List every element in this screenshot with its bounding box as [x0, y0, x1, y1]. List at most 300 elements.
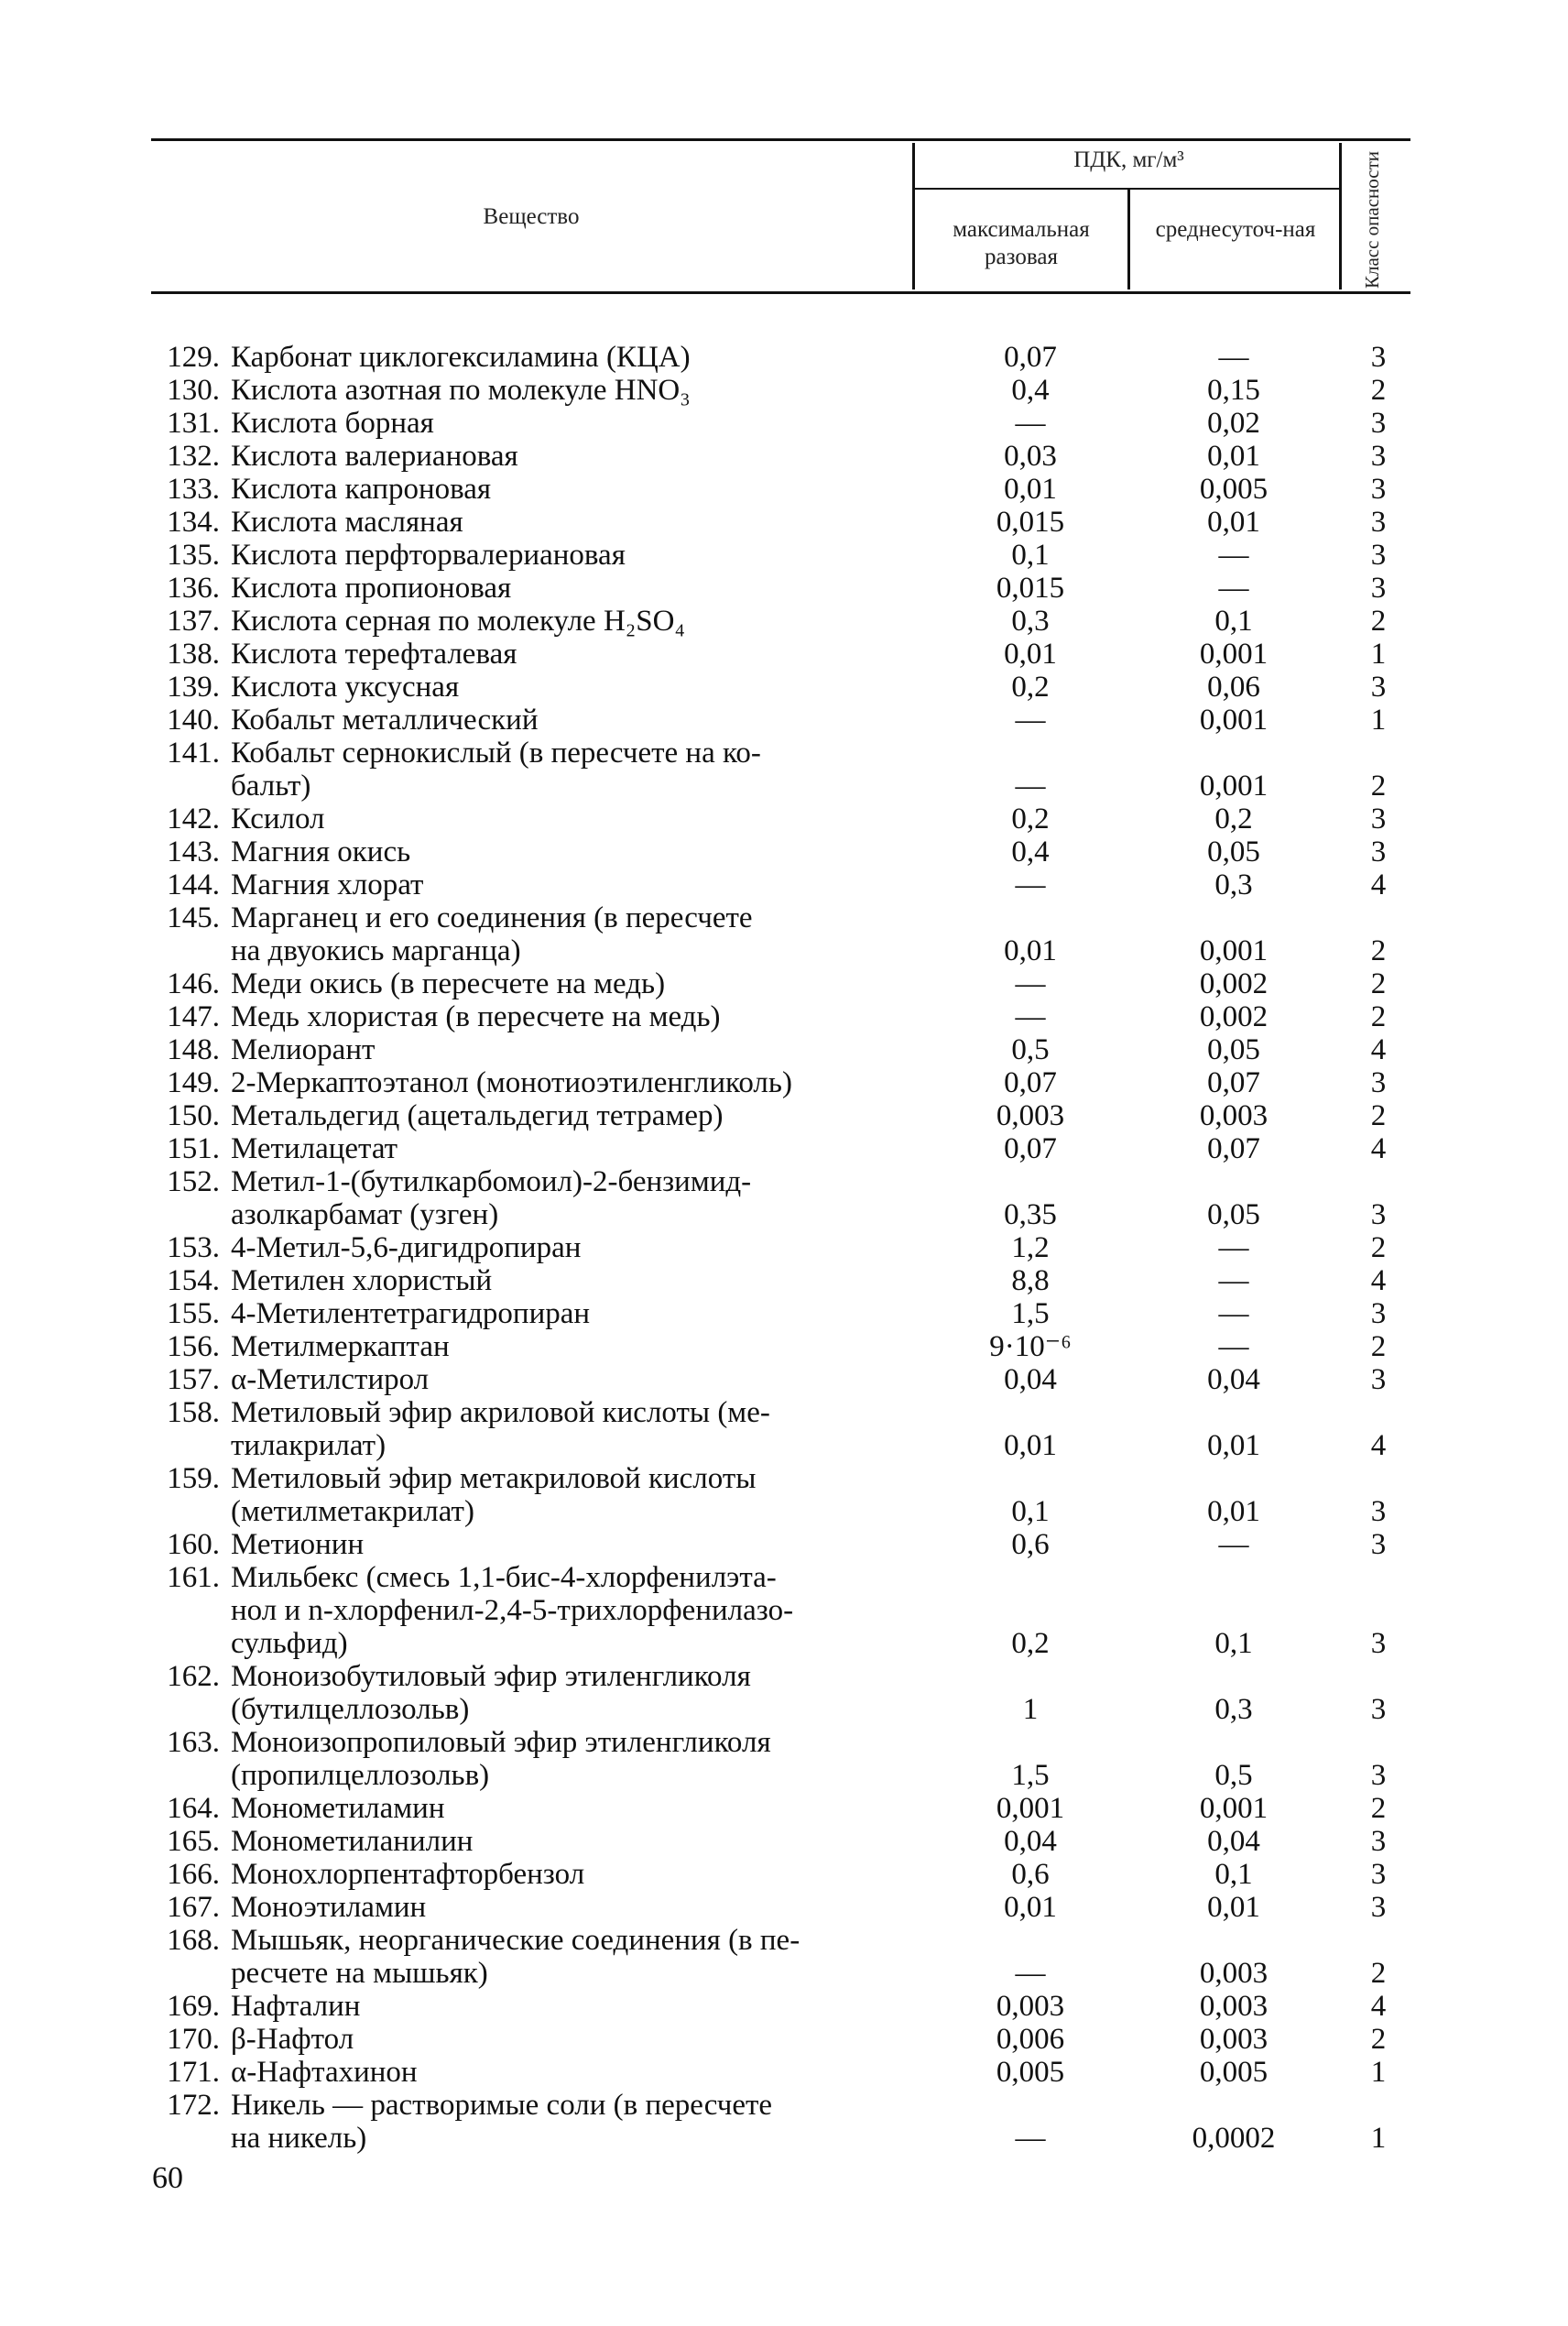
table-row: [147, 737, 1410, 803]
max-single-value: 0,01: [1004, 1429, 1057, 1462]
max-single-value: —: [1015, 1957, 1046, 1990]
substance-name-line: α-Нафтахинон: [231, 2056, 418, 2089]
row-number: 168.: [167, 1924, 220, 1957]
daily-average-value: 0,001: [1199, 704, 1269, 737]
row-values: [147, 1429, 1410, 1462]
substance-name-line: Магния хлорат: [231, 868, 424, 901]
row-number: 160.: [167, 1528, 220, 1561]
substance-name-line: Метилен хлористый: [231, 1264, 493, 1297]
hazard-class-value: 3: [1370, 1528, 1387, 1561]
max-single-value: 0,35: [1004, 1198, 1057, 1231]
max-single-value: 0,01: [1004, 638, 1057, 671]
row-values: [147, 868, 1410, 901]
substance-name-line: Метионин: [231, 1528, 365, 1561]
table-row: [147, 374, 1410, 407]
substance-name-line: 4-Метилентетрагидропиран: [231, 1297, 591, 1330]
table-top-rule: [151, 138, 1410, 141]
substance-name-line: (метилметакрилат): [231, 1495, 474, 1528]
table-row: [147, 1132, 1410, 1165]
substance-name-line: на двуокись марганца): [231, 934, 521, 967]
header-divider-max-avg: [1127, 190, 1130, 289]
hazard-class-value: 4: [1370, 1033, 1387, 1066]
row-values: [147, 605, 1410, 638]
table-row: [147, 638, 1410, 671]
max-single-value: 0,003: [996, 1990, 1065, 2023]
row-number: 158.: [167, 1396, 220, 1429]
table-row: [147, 1792, 1410, 1825]
daily-average-value: 0,1: [1214, 1858, 1253, 1891]
row-values: [147, 803, 1410, 835]
max-single-value: —: [1015, 704, 1046, 737]
substance-name-line: Метиловый эфир акриловой кислоты (ме-: [231, 1396, 770, 1429]
hazard-class-value: 3: [1370, 803, 1387, 835]
max-single-value: 1,5: [1011, 1759, 1050, 1792]
table-row: [147, 2056, 1410, 2089]
table-row: [147, 539, 1410, 572]
max-single-value: 0,01: [1004, 1891, 1057, 1924]
table-row: [147, 2089, 1410, 2155]
row-values: [147, 1759, 1410, 1792]
table-row: [147, 1660, 1410, 1726]
row-number: 171.: [167, 2056, 220, 2089]
row-values: [147, 1528, 1410, 1561]
row-number: 132.: [167, 440, 220, 473]
table-row: [147, 341, 1410, 374]
daily-average-value: 0,01: [1207, 440, 1260, 473]
max-single-value: 0,07: [1004, 341, 1057, 374]
row-number: 139.: [167, 671, 220, 704]
row-values: [147, 1330, 1410, 1363]
substance-name-line: Ксилол: [231, 803, 325, 835]
row-number: 135.: [167, 539, 220, 572]
max-single-value: 0,4: [1011, 835, 1050, 868]
table-row: [147, 1990, 1410, 2023]
max-single-value: —: [1015, 868, 1046, 901]
substance-name-line: Метилацетат: [231, 1132, 398, 1165]
daily-average-value: 0,001: [1199, 934, 1269, 967]
hazard-class-value: 3: [1370, 1495, 1387, 1528]
substance-name-line: Кислота борная: [231, 407, 434, 440]
substance-name-line: Кобальт металлический: [231, 704, 539, 737]
substance-name-line: Кислота терефталевая: [231, 638, 517, 671]
daily-average-value: —: [1218, 1528, 1249, 1561]
daily-average-value: 0,07: [1207, 1066, 1260, 1099]
substance-name-line: ресчете на мышьяк): [231, 1957, 488, 1990]
row-number: 159.: [167, 1462, 220, 1495]
page-number: 60: [152, 2161, 183, 2195]
max-single-value: 0,07: [1004, 1066, 1057, 1099]
max-single-value: 0,01: [1004, 473, 1057, 506]
table-row: [147, 572, 1410, 605]
daily-average-value: 0,1: [1214, 605, 1253, 638]
row-number: 151.: [167, 1132, 220, 1165]
max-single-value: 0,6: [1011, 1858, 1050, 1891]
row-values: [147, 1066, 1410, 1099]
daily-average-value: 0,2: [1214, 803, 1253, 835]
daily-average-value: 0,5: [1214, 1759, 1253, 1792]
max-single-value: 0,003: [996, 1099, 1065, 1132]
table-row: [147, 1825, 1410, 1858]
substance-name-line: Мелиорант: [231, 1033, 376, 1066]
header-max-single: максимальная разовая: [953, 217, 1090, 269]
row-values: [147, 704, 1410, 737]
hazard-class-value: 2: [1370, 1231, 1387, 1264]
row-values: [147, 1198, 1410, 1231]
substance-name-line: бальт): [231, 770, 311, 803]
substance-name-line: Никель — растворимые соли (в пересчете: [231, 2089, 773, 2122]
header-hazard-class: [1339, 150, 1405, 289]
row-number: 164.: [167, 1792, 220, 1825]
table-row: [147, 1099, 1410, 1132]
hazard-class-value: 2: [1370, 605, 1387, 638]
table-row: [147, 967, 1410, 1000]
hazard-class-value: 2: [1370, 1792, 1387, 1825]
substance-name-line: 4-Метил-5,6-дигидропиран: [231, 1231, 582, 1264]
substance-name-line: Монометиланилин: [231, 1825, 474, 1858]
hazard-class-value: 3: [1370, 407, 1387, 440]
substance-name-line: Кислота серная по молекуле H₂SO₄: [231, 605, 685, 638]
hazard-class-value: 2: [1370, 967, 1387, 1000]
max-single-value: 0,07: [1004, 1132, 1057, 1165]
header-divider-substance: [912, 143, 915, 289]
row-number: 172.: [167, 2089, 220, 2122]
row-number: 145.: [167, 901, 220, 934]
row-values: [147, 1363, 1410, 1396]
table-row: [147, 868, 1410, 901]
row-values: [147, 407, 1410, 440]
max-single-value: 0,04: [1004, 1363, 1057, 1396]
hazard-class-value: 3: [1370, 1825, 1387, 1858]
table-row: [147, 1891, 1410, 1924]
hazard-class-value: 2: [1370, 934, 1387, 967]
substance-name-line: азолкарбамат (узген): [231, 1198, 499, 1231]
substance-name-line: сульфид): [231, 1627, 348, 1660]
substance-name-line: Кислота масляная: [231, 506, 463, 539]
substance-name-line: Метил-1-(бутилкарбомоил)-2-бензимид-: [231, 1165, 752, 1198]
row-values: [147, 934, 1410, 967]
daily-average-value: 0,05: [1207, 835, 1260, 868]
daily-average-value: 0,02: [1207, 407, 1260, 440]
table-row: [147, 1726, 1410, 1792]
hazard-class-value: 2: [1370, 1330, 1387, 1363]
daily-average-value: 0,3: [1214, 1693, 1253, 1726]
row-number: 150.: [167, 1099, 220, 1132]
hazard-class-value: 4: [1370, 868, 1387, 901]
substance-name-line: Кислота капроновая: [231, 473, 492, 506]
table-row: [147, 2023, 1410, 2056]
row-number: 138.: [167, 638, 220, 671]
hazard-class-value: 3: [1370, 473, 1387, 506]
row-number: 141.: [167, 737, 220, 770]
max-single-value: —: [1015, 770, 1046, 803]
row-values: [147, 1792, 1410, 1825]
hazard-class-value: 2: [1370, 1957, 1387, 1990]
hazard-class-value: 1: [1370, 704, 1387, 737]
row-number: 129.: [167, 341, 220, 374]
table-row: [147, 671, 1410, 704]
table-row: [147, 704, 1410, 737]
hazard-class-value: 3: [1370, 1759, 1387, 1792]
substance-name-line: Марганец и его соединения (в пересчете: [231, 901, 753, 934]
substance-name-line: (бутилцеллозольв): [231, 1693, 470, 1726]
daily-average-value: 0,003: [1199, 1099, 1269, 1132]
daily-average-value: 0,04: [1207, 1825, 1260, 1858]
hazard-class-value: 2: [1370, 2023, 1387, 2056]
substance-name-line: Кобальт сернокислый (в пересчете на ко-: [231, 737, 761, 770]
table-row: [147, 1297, 1410, 1330]
substance-name-line: Меди окись (в пересчете на медь): [231, 967, 666, 1000]
hazard-class-value: 4: [1370, 1132, 1387, 1165]
row-number: 136.: [167, 572, 220, 605]
table-row: [147, 506, 1410, 539]
table-row: [147, 803, 1410, 835]
daily-average-value: 0,01: [1207, 506, 1260, 539]
max-single-value: 1,2: [1011, 1231, 1050, 1264]
hazard-class-value: 3: [1370, 1297, 1387, 1330]
row-number: 144.: [167, 868, 220, 901]
daily-average-value: 0,01: [1207, 1891, 1260, 1924]
substance-name-line: Кислота уксусная: [231, 671, 460, 704]
row-number: 137.: [167, 605, 220, 638]
substance-name-line: Магния окись: [231, 835, 411, 868]
substance-name-line: Моноизобутиловый эфир этиленгликоля: [231, 1660, 751, 1693]
row-values: [147, 374, 1410, 407]
substance-name-line: Монохлорпентафторбензол: [231, 1858, 585, 1891]
substance-name-line: Карбонат циклогексиламина (КЦА): [231, 341, 691, 374]
table-row: [147, 1858, 1410, 1891]
row-values: [147, 1858, 1410, 1891]
daily-average-value: 0,3: [1214, 868, 1253, 901]
hazard-class-value: 4: [1370, 1264, 1387, 1297]
max-single-value: —: [1015, 407, 1046, 440]
row-number: 148.: [167, 1033, 220, 1066]
max-single-value: 0,005: [996, 2056, 1065, 2089]
daily-average-value: —: [1218, 572, 1249, 605]
table-row: [147, 1264, 1410, 1297]
row-values: [147, 341, 1410, 374]
substance-name-line: Моноизопропиловый эфир этиленгликоля: [231, 1726, 771, 1759]
max-single-value: 0,015: [996, 572, 1065, 605]
substance-name-line: тилакрилат): [231, 1429, 387, 1462]
row-values: [147, 1891, 1410, 1924]
table-row: [147, 1231, 1410, 1264]
substance-name-line: Метиловый эфир метакриловой кислоты: [231, 1462, 757, 1495]
row-values: [147, 1495, 1410, 1528]
header-pdk: ПДК, мг/м³: [1073, 147, 1184, 172]
row-number: 131.: [167, 407, 220, 440]
table-row: [147, 1528, 1410, 1561]
max-single-value: 0,5: [1011, 1033, 1050, 1066]
max-single-value: —: [1015, 967, 1046, 1000]
row-values: [147, 1957, 1410, 1990]
row-values: [147, 2023, 1410, 2056]
max-single-value: 1,5: [1011, 1297, 1050, 1330]
row-number: 140.: [167, 704, 220, 737]
hazard-class-value: 2: [1370, 1099, 1387, 1132]
hazard-class-value: 3: [1370, 1198, 1387, 1231]
row-values: [147, 770, 1410, 803]
max-single-value: 0,01: [1004, 934, 1057, 967]
row-values: [147, 2056, 1410, 2089]
row-values: [147, 967, 1410, 1000]
table-row: [147, 1165, 1410, 1231]
table-row: [147, 1396, 1410, 1462]
substance-name-line: Кислота пропионовая: [231, 572, 512, 605]
hazard-class-value: 4: [1370, 1990, 1387, 2023]
daily-average-value: —: [1218, 1330, 1249, 1363]
daily-average-value: 0,005: [1199, 473, 1269, 506]
row-values: [147, 638, 1410, 671]
substance-name-line: Нафталин: [231, 1990, 361, 2023]
row-values: [147, 1099, 1410, 1132]
hazard-class-value: 1: [1370, 2056, 1387, 2089]
row-number: 170.: [167, 2023, 220, 2056]
daily-average-value: 0,003: [1199, 1957, 1269, 1990]
daily-average-value: 0,04: [1207, 1363, 1260, 1396]
hazard-class-value: 3: [1370, 1693, 1387, 1726]
daily-average-value: 0,1: [1214, 1627, 1253, 1660]
table-row: [147, 1363, 1410, 1396]
daily-average-value: 0,01: [1207, 1429, 1260, 1462]
substance-name-line: Кислота перфторвалериановая: [231, 539, 626, 572]
row-values: [147, 1990, 1410, 2023]
substance-name-line: Моноэтиламин: [231, 1891, 427, 1924]
daily-average-value: 0,05: [1207, 1033, 1260, 1066]
table-row: [147, 1561, 1410, 1660]
substance-name-line: 2-Меркаптоэтанол (монотиоэтиленгликоль): [231, 1066, 792, 1099]
daily-average-value: 0,15: [1207, 374, 1260, 407]
row-number: 142.: [167, 803, 220, 835]
header-daily-average: среднесуточ-ная: [1155, 217, 1316, 242]
max-single-value: 9·10⁻⁶: [989, 1330, 1072, 1363]
row-number: 169.: [167, 1990, 220, 2023]
table-row: [147, 407, 1410, 440]
max-single-value: 0,006: [996, 2023, 1065, 2056]
daily-average-value: 0,002: [1199, 967, 1269, 1000]
row-values: [147, 1825, 1410, 1858]
row-values: [147, 1297, 1410, 1330]
max-single-value: 0,03: [1004, 440, 1057, 473]
row-number: 153.: [167, 1231, 220, 1264]
max-single-value: —: [1015, 1000, 1046, 1033]
hazard-class-value: 3: [1370, 1066, 1387, 1099]
row-number: 130.: [167, 374, 220, 407]
hazard-class-value: 1: [1370, 2122, 1387, 2155]
max-single-value: 8,8: [1011, 1264, 1050, 1297]
hazard-class-value: 3: [1370, 1627, 1387, 1660]
max-single-value: 0,2: [1011, 1627, 1050, 1660]
hazard-class-value: 2: [1370, 770, 1387, 803]
row-values: [147, 572, 1410, 605]
max-single-value: 0,1: [1011, 539, 1050, 572]
daily-average-value: 0,07: [1207, 1132, 1260, 1165]
daily-average-value: 0,001: [1199, 638, 1269, 671]
max-single-value: 0,015: [996, 506, 1065, 539]
table-row: [147, 1033, 1410, 1066]
table-row: [147, 473, 1410, 506]
daily-average-value: 0,002: [1199, 1000, 1269, 1033]
row-number: 166.: [167, 1858, 220, 1891]
hazard-class-value: 3: [1370, 1891, 1387, 1924]
max-single-value: 0,2: [1011, 803, 1050, 835]
row-number: 165.: [167, 1825, 220, 1858]
substance-name-line: Медь хлористая (в пересчете на медь): [231, 1000, 721, 1033]
daily-average-value: —: [1218, 539, 1249, 572]
max-single-value: 0,3: [1011, 605, 1050, 638]
row-values: [147, 506, 1410, 539]
row-values: [147, 1693, 1410, 1726]
row-values: [147, 1000, 1410, 1033]
daily-average-value: —: [1218, 1231, 1249, 1264]
row-number: 134.: [167, 506, 220, 539]
row-values: [147, 440, 1410, 473]
max-single-value: 0,4: [1011, 374, 1050, 407]
substance-name-line: Метальдегид (ацетальдегид тетрамер): [231, 1099, 724, 1132]
daily-average-value: —: [1218, 1297, 1249, 1330]
substance-name-line: β-Нафтол: [231, 2023, 354, 2056]
table-row: [147, 1330, 1410, 1363]
substance-name-line: Кислота валериановая: [231, 440, 518, 473]
header-substance: Вещество: [483, 204, 580, 229]
header-bottom-rule: [151, 291, 1410, 294]
row-number: 157.: [167, 1363, 220, 1396]
hazard-class-value: 3: [1370, 572, 1387, 605]
hazard-class-value: 3: [1370, 835, 1387, 868]
hazard-class-value: 2: [1370, 374, 1387, 407]
max-single-value: 0,6: [1011, 1528, 1050, 1561]
row-values: [147, 539, 1410, 572]
row-values: [147, 1231, 1410, 1264]
substance-name-line: Монометиламин: [231, 1792, 445, 1825]
daily-average-value: 0,001: [1199, 770, 1269, 803]
hazard-class-value: 3: [1370, 671, 1387, 704]
substance-name-line: α-Метилстирол: [231, 1363, 430, 1396]
daily-average-value: 0,01: [1207, 1495, 1260, 1528]
hazard-class-value: 3: [1370, 539, 1387, 572]
row-values: [147, 835, 1410, 868]
hazard-class-value: 4: [1370, 1429, 1387, 1462]
row-values: [147, 1033, 1410, 1066]
row-number: 155.: [167, 1297, 220, 1330]
table-row: [147, 835, 1410, 868]
daily-average-value: —: [1218, 1264, 1249, 1297]
substance-name-line: на никель): [231, 2122, 367, 2155]
hazard-class-value: 1: [1370, 638, 1387, 671]
substance-name-line: Мильбекс (смесь 1,1-бис-4-хлорфенилэта-: [231, 1561, 777, 1594]
row-number: 154.: [167, 1264, 220, 1297]
row-values: [147, 1627, 1410, 1660]
daily-average-value: 0,005: [1199, 2056, 1269, 2089]
header-hazard-class-label: Класс опасности: [1361, 150, 1383, 289]
table-row: [147, 440, 1410, 473]
row-values: [147, 671, 1410, 704]
row-number: 161.: [167, 1561, 220, 1594]
max-single-value: 1: [1022, 1693, 1039, 1726]
table-row: [147, 901, 1410, 967]
row-number: 146.: [167, 967, 220, 1000]
substance-name-line: Метилмеркаптан: [231, 1330, 450, 1363]
max-single-value: 0,2: [1011, 671, 1050, 704]
max-single-value: 0,1: [1011, 1495, 1050, 1528]
hazard-class-value: 3: [1370, 506, 1387, 539]
row-values: [147, 473, 1410, 506]
daily-average-value: 0,05: [1207, 1198, 1260, 1231]
table-row: [147, 1000, 1410, 1033]
row-number: 133.: [167, 473, 220, 506]
daily-average-value: —: [1218, 341, 1249, 374]
max-single-value: 0,04: [1004, 1825, 1057, 1858]
max-single-value: —: [1015, 2122, 1046, 2155]
